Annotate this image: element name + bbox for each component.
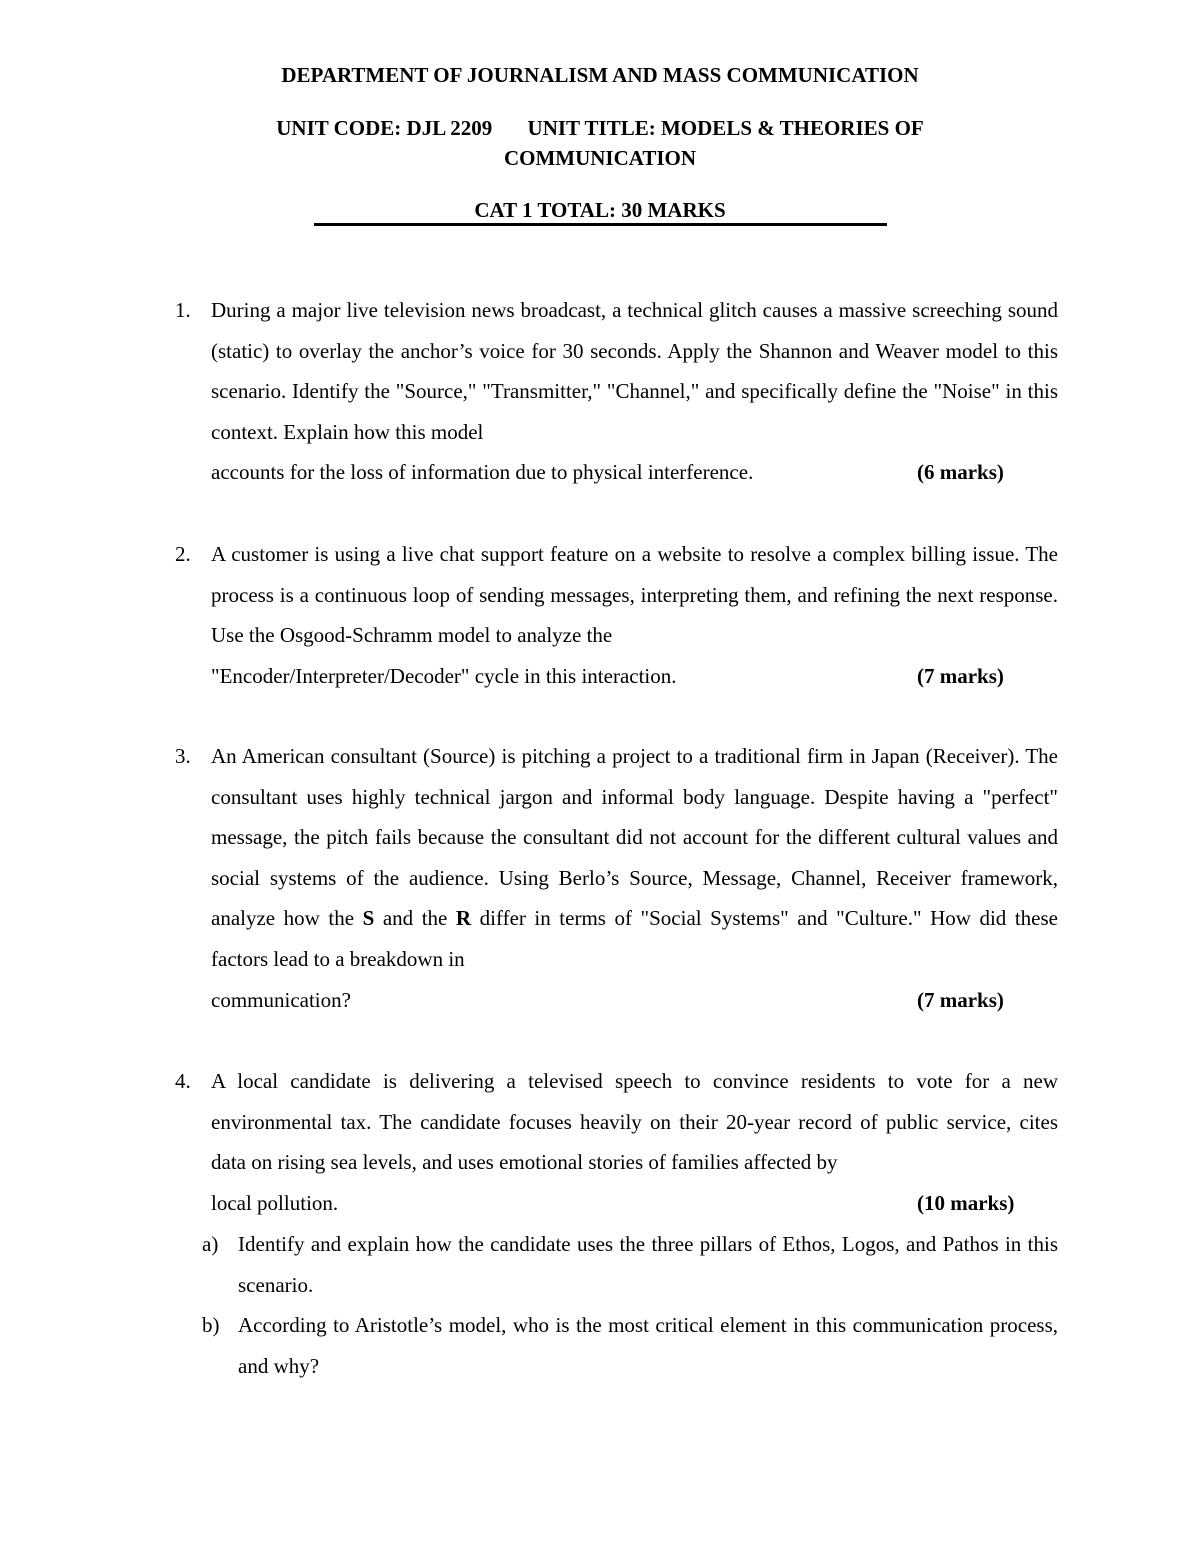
question-1 bbox=[175, 290, 1058, 493]
question-text-part: and the bbox=[382, 906, 448, 931]
question-text-end: "Encoder/Interpreter/Decoder" cycle in this interaction. bbox=[211, 663, 677, 688]
marks-label: (7 marks) bbox=[917, 663, 1004, 688]
question-2 bbox=[175, 534, 1058, 696]
question-text: During a major live television news broadcast, a technical glitch causes a massive screeching sound (static) to overlay the anchor’s voice for 30 seconds. Apply the Shannon and Weaver model to this scenario. Identify the "Source," "Transmitter," "Channel," and specifically define the "Noise" in this context. Explain how this model bbox=[211, 298, 1058, 444]
subpart-text: Identify and explain how the candidate uses the three pillars of Ethos, Logos, and Pathos in this scenario. bbox=[238, 1232, 1058, 1297]
marks-label: (7 marks) bbox=[917, 987, 1004, 1012]
marks-label: (10 marks) bbox=[917, 1190, 1015, 1215]
subpart-text: According to Aristotle’s model, who is the most critical element in this communication process, and why? bbox=[238, 1313, 1058, 1378]
question-text-end: accounts for the loss of information due to physical interference. bbox=[211, 460, 754, 485]
question-text-part: differ in terms of "Social Systems" and "Culture." How did these factors lead to a breakdown in bbox=[211, 906, 1058, 971]
question-4-part-b bbox=[202, 1305, 1058, 1386]
question-last-line bbox=[211, 1183, 1058, 1224]
question-number: 3. bbox=[175, 744, 191, 768]
question-text-end: local pollution. bbox=[211, 1190, 339, 1215]
question-text-end: communication? bbox=[211, 987, 351, 1012]
question-number: 1. bbox=[175, 298, 191, 322]
unit-title: UNIT TITLE: MODELS & THEORIES OF bbox=[527, 116, 924, 140]
department-heading: DEPARTMENT OF JOURNALISM AND MASS COMMUNICATION bbox=[281, 63, 919, 87]
question-number: 4. bbox=[175, 1069, 191, 1093]
unit-code: UNIT CODE: DJL 2209 bbox=[276, 116, 493, 140]
question-text: A local candidate is delivering a televised speech to convince residents to vote for a new environmental tax. The candidate focuses heavily on their 20-year record of public service, cites data on rising sea levels, and uses emotional stories of families affected by bbox=[211, 1069, 1058, 1175]
subpart-label: a) bbox=[202, 1232, 219, 1256]
question-last-line bbox=[211, 980, 1058, 1021]
question-3 bbox=[175, 736, 1058, 1020]
question-4 bbox=[175, 1061, 1058, 1223]
receiver-letter: R bbox=[455, 906, 472, 931]
question-last-line bbox=[211, 656, 1058, 697]
question-text bbox=[211, 736, 1058, 980]
unit-heading bbox=[0, 113, 1200, 173]
unit-title-continued: COMMUNICATION bbox=[503, 146, 697, 170]
source-letter: S bbox=[362, 906, 375, 931]
question-text-part: An American consultant (Source) is pitching a project to a traditional firm in Japan (Receiver). The consultant uses highly technical jargon and informal body language. Despite having a "perfect" message, the pitch fails because the consultant did not account for the different cultural values and social systems of the audience. Using Berlo’s Source, Message, Channel, Receiver framework, analyze how the bbox=[211, 744, 1058, 931]
header-underline bbox=[314, 223, 887, 226]
subpart-label: b) bbox=[202, 1313, 220, 1337]
question-number: 2. bbox=[175, 542, 191, 566]
question-last-line bbox=[211, 452, 1058, 493]
question-text: A customer is using a live chat support feature on a website to resolve a complex billing issue. The process is a continuous loop of sending messages, interpreting them, and refining the next response. Use the Osgood-Schramm model to analyze the bbox=[211, 542, 1058, 648]
question-4-part-a bbox=[202, 1224, 1058, 1305]
cat-total-heading: CAT 1 TOTAL: 30 MARKS bbox=[474, 198, 726, 222]
marks-label: (6 marks) bbox=[917, 460, 1004, 485]
